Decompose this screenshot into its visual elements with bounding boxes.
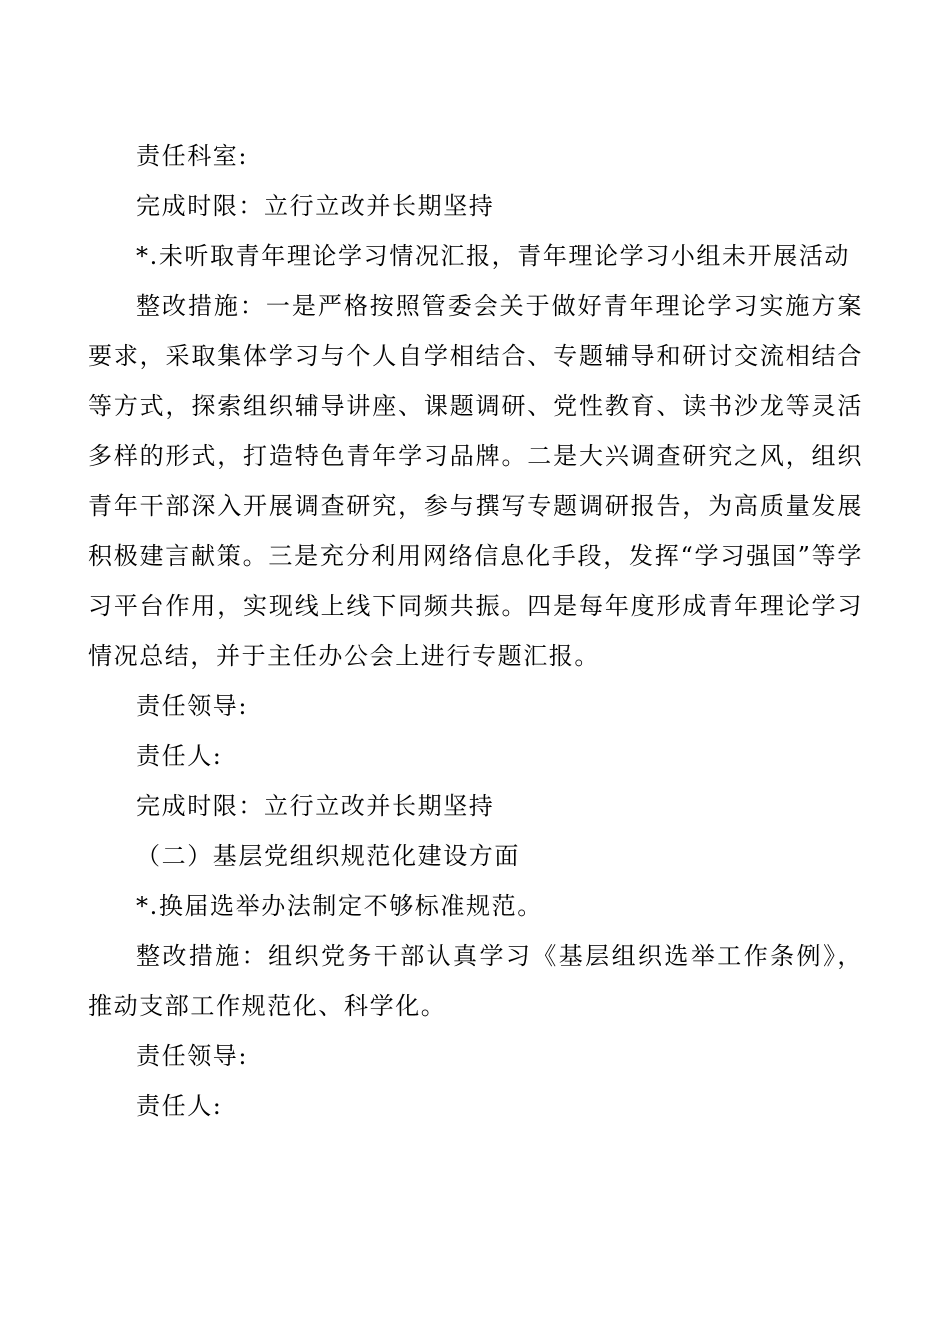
rectification-measures-paragraph: 整改措施：组织党务干部认真学习《基层组织选举工作条例》，推动支部工作规范化、科学化。 [88,942,863,1020]
responsible-leader-line: 责任领导: [136,692,249,720]
responsible-person-line: 责任人: [136,742,223,770]
issue-heading: *.换届选举办法制定不够标准规范。 [136,892,543,920]
responsible-person-line: 责任人: [136,1092,223,1120]
issue-heading: *.未听取青年理论学习情况汇报，青年理论学习小组未开展活动 [136,242,851,270]
rectification-measures-paragraph: 整改措施：一是严格按照管委会关于做好青年理论学习实施方案要求，采取集体学习与个人自学相结合、专题辅导和研讨交流相结合等方式，探索组织辅导讲座、课题调研、党性教育、读书沙龙等灵活多样的形式，打造特色青年学习品牌。二是大兴调查研究之风，组织青年干部深入开展调查研究，参与撰写专题调研报告，为高质量发展积极建言献策。三是充分利用网络信息化手段，发挥“学习强国”等学习平台作用，实现线上线下同频共振。四是每年度形成青年理论学习情况总结，并于主任办公会上进行专题汇报。 [88,292,863,670]
responsible-department-line: 责任科室: [136,142,249,170]
document-body [88,131,863,1131]
responsible-leader-line: 责任领导: [136,1042,249,1070]
deadline-line: 完成时限：立行立改并长期坚持 [136,192,495,220]
deadline-line: 完成时限：立行立改并长期坚持 [136,792,495,820]
section-heading: （二）基层党组织规范化建设方面 [136,842,520,870]
